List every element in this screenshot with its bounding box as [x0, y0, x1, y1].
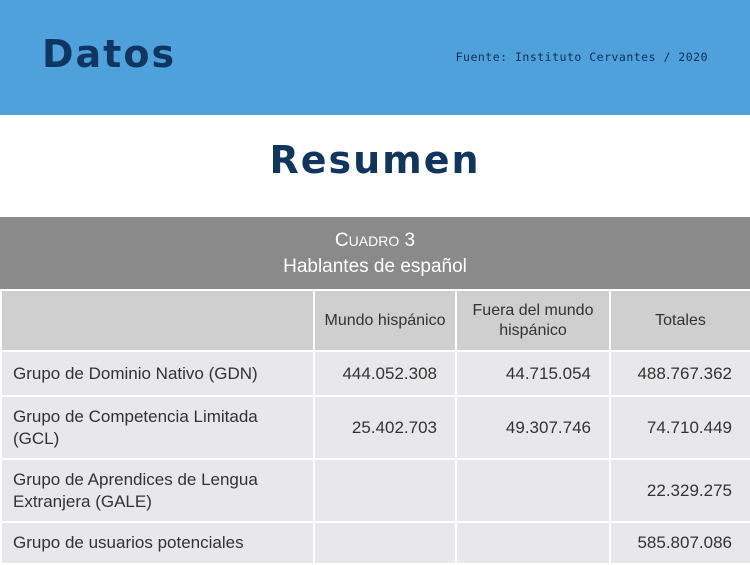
cell-total: 74.710.449 [610, 396, 750, 459]
table-caption [0, 217, 750, 289]
cell-fuera [456, 522, 610, 564]
table-title: Hablantes de español [283, 256, 467, 277]
page-title: Resumen [269, 138, 481, 182]
cell-mundo [314, 459, 456, 522]
cell-fuera: 49.307.746 [456, 396, 610, 459]
cell-fuera: 44.715.054 [456, 351, 610, 396]
row-label: Grupo de Dominio Nativo (GDN) [1, 351, 314, 396]
caption-smallcaps: UADRO [348, 233, 400, 249]
cell-total: 585.807.086 [610, 522, 750, 564]
header-empty [1, 290, 314, 351]
cell-fuera [456, 459, 610, 522]
row-label: Grupo de Competencia Limitada (GCL) [1, 396, 314, 459]
speakers-table [0, 289, 750, 565]
caption-prefix: C [334, 230, 349, 251]
table-row [1, 522, 750, 564]
row-label: Grupo de usuarios potenciales [1, 522, 314, 564]
caption-number: 3 [399, 230, 416, 251]
header-mundo-hispanico: Mundo hispánico [314, 290, 456, 351]
cell-mundo: 25.402.703 [314, 396, 456, 459]
table-row [1, 459, 750, 522]
brand-title: Datos [42, 32, 177, 76]
table-header-row [1, 290, 750, 351]
cell-total: 22.329.275 [610, 459, 750, 522]
table-number [0, 230, 750, 252]
cell-total: 488.767.362 [610, 351, 750, 396]
header-banner [0, 0, 750, 115]
cell-mundo [314, 522, 456, 564]
source-note: Fuente: Instituto Cervantes / 2020 [455, 50, 708, 64]
header-totales: Totales [610, 290, 750, 351]
table-row [1, 396, 750, 459]
table-row [1, 351, 750, 396]
header-fuera-mundo-hispanico: Fuera del mundo hispánico [456, 290, 610, 351]
row-label: Grupo de Aprendices de Lengua Extranjera (GALE) [1, 459, 314, 522]
cell-mundo: 444.052.308 [314, 351, 456, 396]
